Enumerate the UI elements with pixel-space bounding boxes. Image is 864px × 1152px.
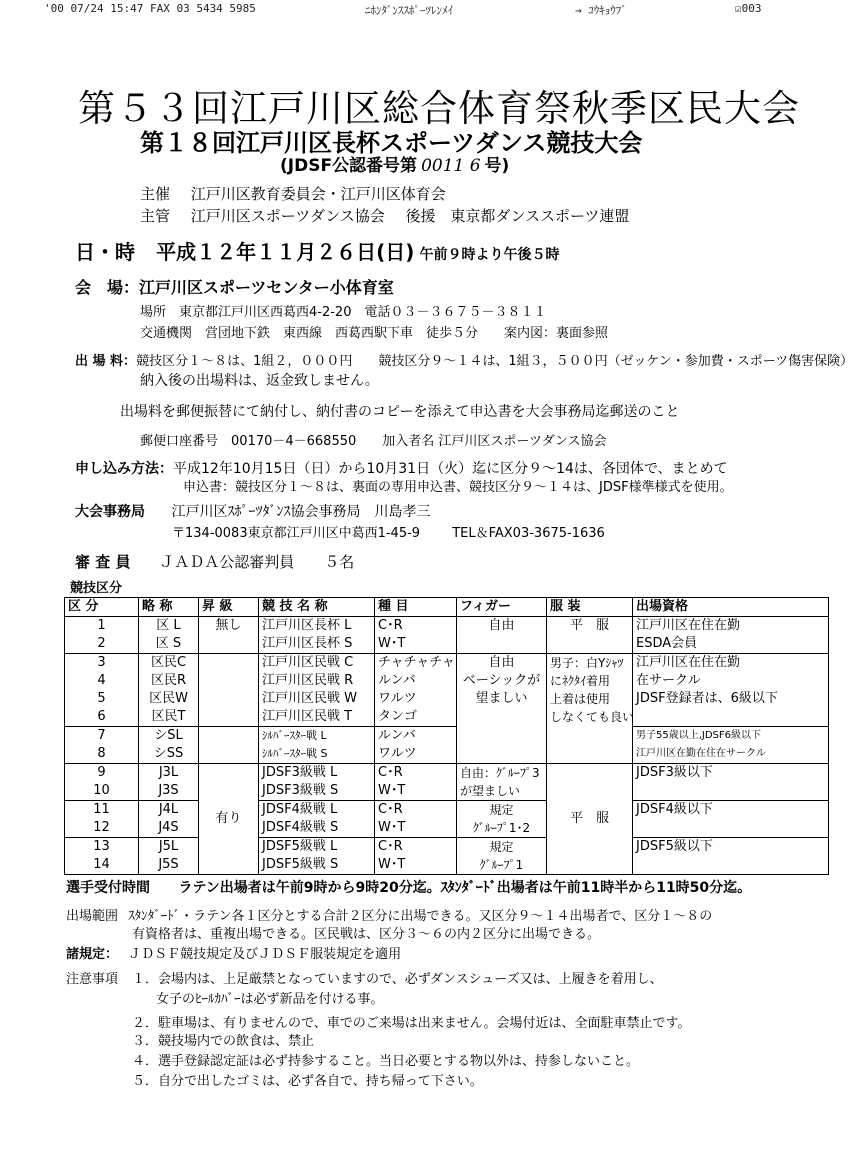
scope-line (66, 905, 712, 924)
cell-line: J3L (158, 765, 179, 780)
fee-line2: 納入後の出場料は、返金致しません。 (140, 373, 379, 389)
rules-text: ＪＤＳＦ競技規定及びＪＤＳＦ服装規定を適用 (128, 947, 402, 962)
manager-value: 江戸川区スポーツダンス協会 (190, 207, 385, 225)
abbreviation (139, 838, 199, 875)
cell-line: が望ましい (460, 784, 521, 798)
cell-line: ルンバ (378, 728, 416, 743)
competition-name (259, 654, 375, 727)
fax-date-line: '00 07/24 15:47 FAX 03 5434 5985 (44, 2, 256, 15)
cell-line: シSS (153, 746, 184, 761)
office-name: 江戸川区ｽﾎﾟｰﾂﾀﾞﾝｽ協会事務局 川島孝三 (171, 504, 431, 520)
approval-prefix: (JDSF公認番号第 (280, 156, 418, 176)
cell-line: 江戸川区民戦 W (262, 691, 357, 706)
rules-label: 諸規定： (66, 947, 119, 962)
cell-line: 男子55歳以上,JDSF6級以下 (636, 730, 762, 741)
cell-line: JDSF登録者は、6級以下 (636, 691, 778, 706)
venue-label: 会 場： (75, 278, 140, 297)
cell-line: 区民R (150, 673, 187, 688)
cell-line: JDSF3級戦 L (262, 765, 338, 780)
manager-label: 主管 (140, 207, 171, 225)
header-abbr: 略 称 (139, 598, 199, 617)
cell-line: 7 (97, 728, 106, 743)
approval-handwritten-number: 0011 6 (421, 156, 481, 176)
cell-line: 男子：白Yｼｬﾂ (550, 656, 624, 670)
scope-label: 出場範囲 (66, 909, 119, 924)
cell-line: 14 (93, 857, 110, 872)
datetime-time: 午前９時より午後５時 (419, 247, 560, 263)
cell-line: 規定 (489, 840, 514, 854)
cell-line: J5S (158, 857, 179, 872)
cell-line: 上着は使用 (550, 692, 611, 706)
header-dress: 服 装 (547, 598, 633, 617)
table-row (65, 764, 829, 801)
note-item: ３．競技場内での飲食は、禁止 (132, 1034, 315, 1049)
manager-line (140, 205, 629, 226)
datetime-label: 日・時 (75, 240, 135, 264)
figure (457, 617, 547, 654)
cell-line: JDSF3級戦 S (262, 783, 339, 798)
venue-name: 江戸川区スポーツセンター小体育室 (139, 278, 394, 297)
table-caption: 競技区分 (70, 581, 123, 596)
support-value: 東京都ダンススポーツ連盟 (450, 207, 630, 225)
cell-line: 平 服 (569, 811, 609, 826)
cell-line: 11 (93, 802, 110, 817)
reception-line (66, 877, 751, 897)
cell-line: 江戸川区民戦 C (262, 655, 354, 670)
cell-line: 13 (93, 839, 110, 854)
cell-line: 規定 (489, 803, 514, 817)
cell-line: 江戸川区民戦 R (262, 673, 354, 688)
cell-line: 区民C (150, 655, 187, 670)
cell-line: 江戸川区在勤在住在サークル (636, 748, 766, 759)
scope-line2: 有資格者は、重複出場できる。区民戦は、区分３～６の内２区分に出場できる。 (132, 927, 601, 942)
abbreviation (139, 654, 199, 727)
cell-line: 10 (93, 783, 110, 798)
table-row (65, 617, 829, 654)
event (375, 617, 457, 654)
event (375, 654, 457, 727)
cell-line: 区 S (155, 636, 182, 651)
header-figure: フィガー (457, 598, 547, 617)
application-line (75, 458, 728, 478)
venue-access: 交通機関 営団地下鉄 東西線 西葛西駅下車 徒歩５分 案内図：裏面参照 (140, 326, 609, 341)
cell-line: ベーシックが (462, 673, 541, 688)
cell-line: 望ましい (475, 691, 528, 706)
cell-line: ワルツ (378, 691, 417, 706)
datetime-line (75, 236, 559, 265)
cell-line: ワルツ (378, 746, 417, 761)
cell-line: 12 (93, 820, 110, 835)
cell-line: C･R (378, 802, 403, 817)
header-event: 種 目 (375, 598, 457, 617)
cell-line: 在サークル (636, 673, 701, 688)
cell-line: 江戸川区民戦 T (262, 709, 353, 724)
judges-value: ＪＡＤＡ公認審判員 ５名 (159, 553, 355, 571)
cell-line: 江戸川区在住在勤 (636, 618, 741, 633)
judges-label: 審 査 員 (75, 553, 131, 571)
cell-line: 9 (97, 765, 106, 780)
cell-line: ルンバ (378, 673, 416, 688)
fee-label: 出 場 料： (75, 354, 137, 369)
sub-title: 第１８回江戸川区長杯スポーツダンス競技大会 (140, 129, 643, 157)
reception-label: 選手受付時間 (66, 880, 150, 896)
qualification (633, 654, 829, 727)
cell-line: JDSF5級以下 (636, 839, 713, 854)
abbreviation (139, 801, 199, 838)
competition-name (259, 727, 375, 764)
office-address-line (172, 522, 605, 541)
approval-suffix: 号) (484, 156, 510, 176)
cell-line: 江戸川区長杯 L (262, 618, 352, 633)
cell-line: にﾈｸﾀｲ着用 (550, 674, 611, 688)
event (375, 838, 457, 875)
host-label: 主催 (140, 185, 171, 203)
cell-line: 2 (97, 636, 106, 651)
notes-label: 注意事項 (66, 972, 119, 987)
abbreviation (139, 727, 199, 764)
event (375, 764, 457, 801)
qualification (633, 727, 829, 764)
category-number (65, 654, 139, 727)
abbreviation (139, 764, 199, 801)
table-header-row (65, 598, 829, 617)
cell-line: JDSF4級以下 (636, 802, 713, 817)
header-category: 区 分 (65, 598, 139, 617)
cell-line: しなくても良い (550, 710, 635, 724)
note-item: ２．駐車場は、有りませんので、車でのご来場は出来ません。会場付近は、全面駐車禁止です。 (132, 1016, 691, 1031)
cell-line: 江戸川区長杯 S (262, 636, 353, 651)
cell-line: JDSF3級以下 (636, 765, 713, 780)
cell-line: 3 (97, 655, 106, 670)
note-item: ５．自分で出したゴミは、必ず各自で、持ち帰って下さい。 (132, 1074, 483, 1089)
office-label: 大会事務局 (75, 504, 145, 520)
scope-line1: ｽﾀﾝﾀﾞｰﾄﾞ・ラテン各１区分とする合計２区分に出場できる。又区分９～１４出場者で、区分１～８の (128, 909, 713, 924)
host-line (140, 183, 446, 204)
cell-line: ｸﾞﾙｰﾌﾟ1 (479, 858, 524, 872)
header-qualification: 出場資格 (633, 598, 829, 617)
cell-line: 8 (97, 746, 106, 761)
abbreviation (139, 617, 199, 654)
note-item: 女子のﾋｰﾙｶﾊﾞｰは必ず新品を付ける事。 (156, 992, 384, 1007)
main-title: 第５３回江戸川区総合体育祭秋季区民大会 (78, 87, 800, 130)
promotion (199, 654, 259, 727)
figure (457, 838, 547, 875)
support-label: 後援 (405, 207, 436, 225)
fee-line1: 競技区分１～８は、1組２，０００円 競技区分９～１４は、1組３，５００円（ゼッケン・参加費・スポーツ傷害保険） (136, 354, 854, 369)
cell-line: 自由：ｸﾞﾙｰﾌﾟ3 (460, 766, 540, 780)
fax-destination: → ｺｳｷｮｳﾌﾞ (575, 4, 627, 17)
rules-line (66, 943, 401, 962)
category-number (65, 727, 139, 764)
header-competition-name: 競 技 名 称 (259, 598, 375, 617)
cell-line: W･T (378, 857, 406, 872)
competition-name (259, 838, 375, 875)
qualification (633, 801, 829, 838)
cell-line: 自由 (488, 655, 515, 670)
note-item: ４．選手登録認定証は必ず持参すること。当日必要とする物以外は、持参しないこと。 (132, 1054, 640, 1069)
fax-page-number: ☑003 (735, 2, 762, 15)
approval-number (280, 151, 509, 176)
competition-name (259, 617, 375, 654)
cell-line: W･T (378, 820, 406, 835)
cell-line: 区民T (151, 709, 186, 724)
competition-name (259, 764, 375, 801)
cell-line: J3S (158, 783, 179, 798)
cell-line: C･R (378, 765, 403, 780)
datetime-date: 平成１２年１１月２６日(日) (156, 240, 415, 264)
competition-name (259, 801, 375, 838)
event (375, 801, 457, 838)
header-promotion: 昇 級 (199, 598, 259, 617)
cell-line: W･T (378, 783, 406, 798)
dress (547, 617, 633, 654)
cell-line: C･R (378, 839, 403, 854)
host-value: 江戸川区教育委員会・江戸川区体育会 (190, 185, 446, 203)
cell-line: JDSF5級戦 L (262, 839, 338, 854)
figure (457, 801, 547, 838)
event (375, 727, 457, 764)
office-address: 〒134-0083東京都江戸川区中葛西1-45-9 (172, 526, 421, 541)
cell-line: ｼﾙﾊﾞｰｽﾀｰ戦 S (262, 747, 328, 760)
application-line2: 申込書：競技区分１～８は、裏面の専用申込書、競技区分９～１４は、JDSF様準様式を使用。 (183, 480, 733, 495)
category-number (65, 838, 139, 875)
reception-text: ラテン出場者は午前9時から9時20分迄。ｽﾀﾝﾀﾞｰﾄﾞ出場者は午前11時半から11時50分迄。 (178, 880, 752, 896)
cell-line: JDSF4級戦 S (262, 820, 339, 835)
table-row (65, 801, 829, 838)
promotion (199, 764, 259, 875)
postal-account: 郵便口座番号 00170－4－668550 加入者名 江戸川区スポーツダンス協会 (140, 434, 607, 449)
cell-line: JDSF4級戦 L (262, 802, 338, 817)
cell-line: C･R (378, 618, 403, 633)
fee-line (75, 350, 853, 369)
table-row (65, 654, 829, 727)
cell-line: シSL (154, 728, 183, 743)
cell-line: J4L (158, 802, 179, 817)
cell-line: 4 (97, 673, 106, 688)
cell-line: 区民W (149, 691, 188, 706)
cell-line: 5 (97, 691, 106, 706)
payment-note: 出場料を郵便振替にて納付し、納付書のコピーを添えて申込書を大会事務局迄郵送のこと (120, 404, 680, 420)
figure (457, 654, 547, 764)
table-row (65, 838, 829, 875)
category-number (65, 617, 139, 654)
cell-line: 区 L (156, 618, 181, 633)
qualification (633, 838, 829, 875)
cell-line: J4S (158, 820, 179, 835)
cell-line: 6 (97, 709, 106, 724)
figure (457, 764, 547, 801)
cell-line: J5L (158, 839, 179, 854)
category-number (65, 764, 139, 801)
cell-line: 無し (215, 618, 242, 633)
judges-line (75, 551, 354, 572)
note-item: １．会場内は、上足厳禁となっていますので、必ずダンスシューズ又は、上履きを着用し、 (132, 972, 663, 987)
office-line (75, 501, 430, 521)
cell-line: ESDA会員 (636, 636, 698, 651)
cell-line: ｼﾙﾊﾞｰｽﾀｰ戦 L (262, 729, 327, 742)
promotion (199, 727, 259, 764)
venue-line (75, 275, 394, 298)
cell-line: JDSF5級戦 S (262, 857, 339, 872)
competition-table (64, 597, 829, 875)
cell-line: 江戸川区在住在勤 (636, 655, 741, 670)
cell-line: ｸﾞﾙｰﾌﾟ1･2 (472, 821, 531, 835)
cell-line: 自由 (488, 618, 515, 633)
cell-line: 有り (215, 811, 242, 826)
cell-line: チャチャチャ (378, 655, 455, 670)
cell-line: 平 服 (569, 618, 609, 633)
promotion (199, 617, 259, 654)
application-line1: 平成12年10月15日（日）から10月31日（火）迄に区分９～14は、各団体で、まとめて (173, 461, 728, 477)
table-row (65, 727, 829, 764)
qualification (633, 617, 829, 654)
cell-line: W･T (378, 636, 406, 651)
dress (547, 654, 633, 764)
fax-sender: ﾆﾎﾝﾀﾞﾝｽｽﾎﾟｰﾂﾚﾝﾒｲ (365, 4, 453, 17)
venue-address: 場所 東京都江戸川区西葛西4-2-20 電話０３－３６７５－３８１１ (140, 305, 547, 320)
cell-line: タンゴ (378, 709, 418, 724)
qualification (633, 764, 829, 801)
dress (547, 764, 633, 875)
category-number (65, 801, 139, 838)
cell-line: 1 (97, 618, 106, 633)
office-tel: TEL＆FAX03-3675-1636 (452, 526, 605, 541)
application-label: 申し込み方法： (75, 461, 173, 477)
